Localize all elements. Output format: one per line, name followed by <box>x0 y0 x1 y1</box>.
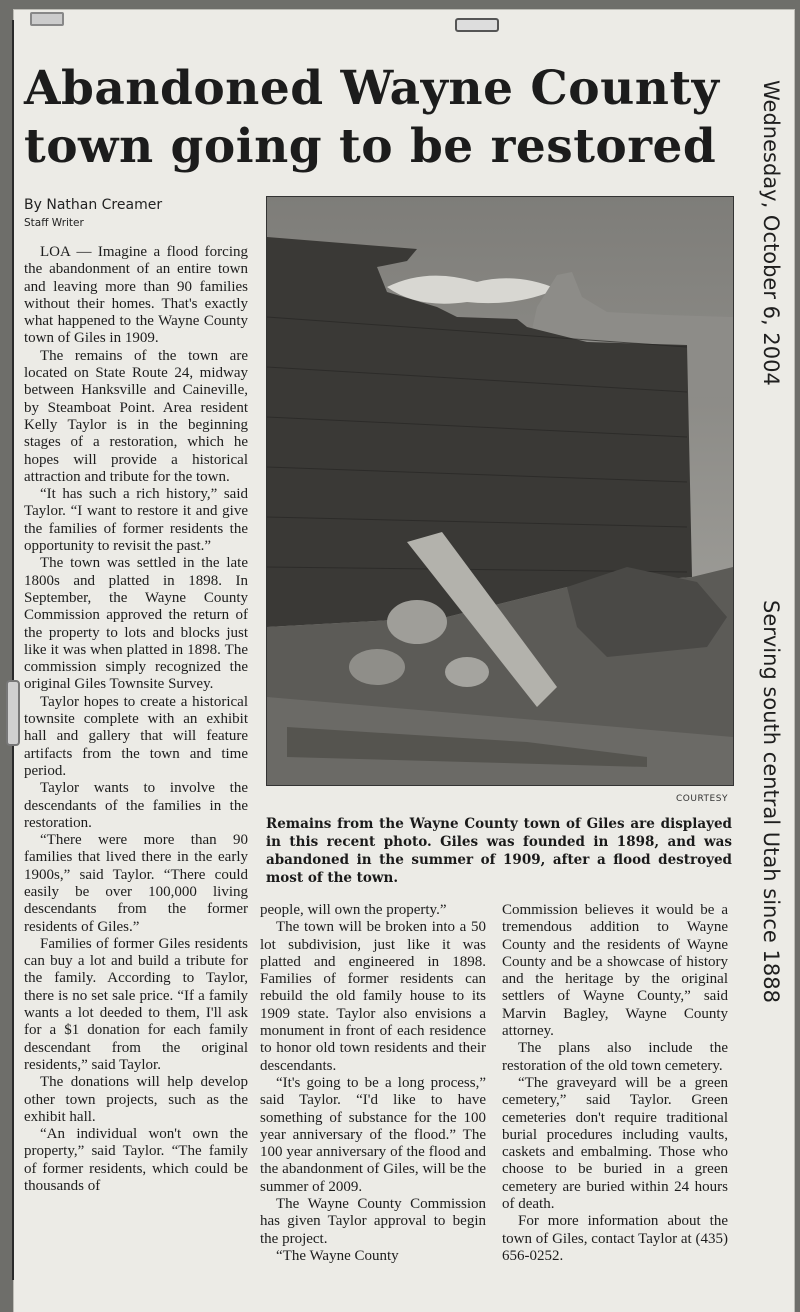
paragraph: LOA — Imagine a flood forcing the abandonment of an entire town and leaving more than 90 families without their homes. That's exactly what happened to the Wayne County town of Giles in 1909. <box>24 244 248 347</box>
byline: By Nathan Creamer <box>24 197 163 213</box>
paper-clip <box>6 680 20 746</box>
column-rule <box>12 20 14 1280</box>
paragraph: Families of former Giles residents can buy a lot and build a tribute for the family. According to Taylor, there is no set sale price. “If a family wants a lot deeded to them, I'll ask for a $1 donation for each family descendant from the original residents,” said Taylor. <box>24 935 248 1073</box>
paragraph: “It's going to be a long process,” said Taylor. “I'd like to have something of substance for the 100 year anniversary of the flood.” The 100 year anniversary of the flood and the abandonment of Giles, will be the summer of 2009. <box>260 1074 486 1195</box>
masthead-motto: Serving south central Utah since 1888 <box>759 600 783 1003</box>
headline: Abandoned Wayne County town going to be restored <box>24 61 720 174</box>
byline-role: Staff Writer <box>24 217 84 229</box>
paragraph: The town was settled in the late 1800s and platted in 1898. In September, the Wayne County Commission approved the return of the property to lots and blocks just like it was when platted in 1898. The commission simply recognized the original Giles Townsite Survey. <box>24 555 248 693</box>
paragraph: The town will be broken into a 50 lot subdivision, just like it was platted and engineered in 1898. Families of former residents can rebuild the old family house to its 1909 state. Taylor also envisions a monument in front of each residence to honor old town residents and their descendants. <box>260 919 486 1074</box>
paragraph: “The Wayne County <box>276 1247 399 1264</box>
article-photo <box>266 196 734 786</box>
article-column-2 <box>260 902 486 1265</box>
paragraph: people, will own the property.” <box>260 902 447 918</box>
article-column-1 <box>24 244 248 1195</box>
paper-clip <box>455 18 499 32</box>
paragraph: “It has such a rich history,” said Taylor. “I want to restore it and give the families of former residents the opportunity to revisit the past.” <box>24 486 248 555</box>
photo-credit: COURTESY <box>676 794 728 804</box>
article-column-3 <box>502 902 728 1265</box>
paragraph: Commission believes it would be a tremendous addition to Wayne County and the residents of Wayne County and be a showcase of history and the heritage by the original settlers of Wayne County,” said Marvin Bagley, Wayne County attorney. <box>502 902 728 1040</box>
paragraph: The plans also include the restoration of the old town cemetery. <box>502 1040 728 1074</box>
paragraph: For more information about the town of Giles, contact Taylor at (435) 656-0252. <box>502 1213 728 1264</box>
ruins-photo-image <box>267 197 733 785</box>
paper-clip <box>30 12 64 26</box>
paragraph: The donations will help develop other town projects, such as the exhibit hall. <box>24 1074 248 1125</box>
paragraph: Taylor hopes to create a historical townsite complete with an exhibit hall and gallery that will feature artifacts from the town and time period. <box>24 693 248 779</box>
paragraph: “The graveyard will be a green cemetery,” said Taylor. Green cemeteries don't require traditional burial procedures including vaults, caskets and embalming. Those who choose to be buried in a green cemetery are buried within 24 hours of death. <box>502 1074 728 1213</box>
paragraph: The Wayne County Commission has given Taylor approval to begin the project. <box>260 1196 486 1247</box>
paragraph: Taylor wants to involve the descendants of the families in the restoration. <box>24 780 248 831</box>
photo-caption: Remains from the Wayne County town of Giles are displayed in this recent photo. Giles was founded in 1898, and was abandoned in the summer of 1909, after a flood destroyed most of the town. <box>266 816 732 886</box>
paragraph: “An individual won't own the property,” said Taylor. “The family of former residents, which could be thousands of <box>24 1126 248 1195</box>
paragraph: The remains of the town are located on State Route 24, midway between Hanksville and Caineville, by Steamboat Point. Area resident Kelly Taylor is in the beginning stages of a restoration, which he hopes will provide a historical attraction and tribute for the town. <box>24 347 248 485</box>
paragraph: “There were more than 90 families that lived there in the early 1900s,” said Taylor. “There could easily be over 100,000 living descendants from the former residents of Giles.” <box>24 832 248 935</box>
masthead-date: Wednesday, October 6, 2004 <box>759 80 783 386</box>
